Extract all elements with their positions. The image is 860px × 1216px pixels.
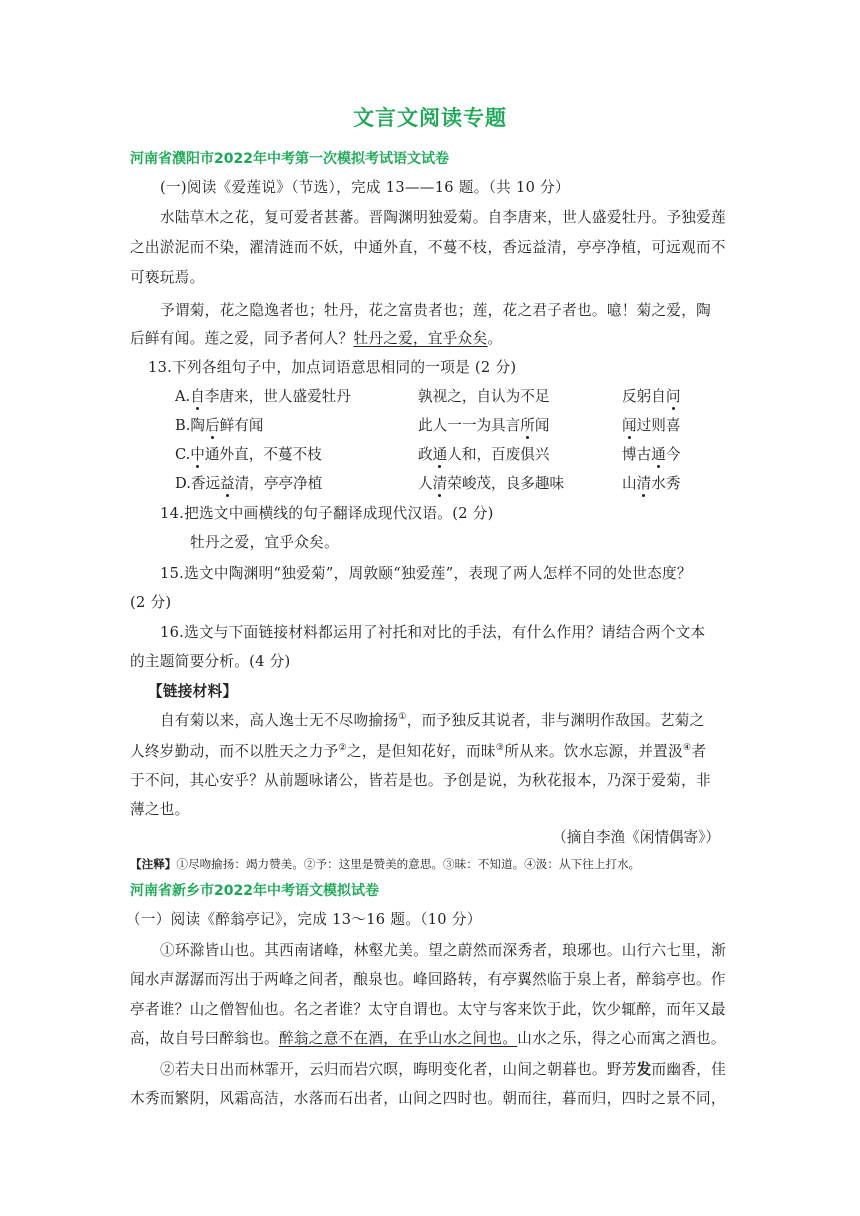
emphasis-char: 中 [190, 446, 205, 463]
question-16-cont: 的主题简要分析。(4 分) [130, 653, 291, 670]
note-text: ①尽吻揄扬：竭力赞美。②予：这里是赞美的意思。③昧：不知道。④汲：从下往上打水。 [176, 857, 641, 871]
option-d-2: 人清荣峻茂，良多趣味 [418, 475, 565, 492]
option-b-3: 闻过则喜 [622, 417, 681, 434]
emphasis-char: 问 [665, 388, 681, 405]
link-text: 自有菊以来，高人逸士无不尽吻揄扬 [160, 712, 399, 729]
link-line-4: 薄之也。 [130, 801, 190, 818]
question-15-score: (2 分) [130, 594, 172, 611]
question-14-sentence: 牡丹之爱，宜乎众矣。 [190, 534, 339, 551]
emphasis-char: 所 [520, 417, 535, 434]
emphasis-char: 清 [432, 475, 448, 492]
passage-text: 高，故自号曰醉翁也。 [130, 1030, 279, 1047]
question-13: 13.下列各组句子中，加点词语意思相同的一项是 (2 分) [148, 359, 517, 376]
question-14: 14.把选文中画横线的句子翻译成现代汉语。(2 分) [160, 505, 494, 522]
emphasis-char: 自 [190, 388, 205, 405]
passage-text: 山水之乐，得之心而寓之酒也。 [517, 1030, 726, 1047]
passage-text: ②若夫日出而林霏开，云归而岩穴暝，晦明变化者，山间之朝暮也。野芳 [160, 1061, 637, 1078]
passage-line: 可亵玩焉。 [130, 269, 205, 286]
option-c-3: 博古通今 [622, 446, 681, 463]
emphasis-char: 清 [636, 475, 652, 492]
passage-line: 水陆草木之花，复可爱者甚蕃。晋陶渊明独爱菊。自李唐来，世人盛爱牡丹。予独爱莲 [160, 209, 726, 226]
footnote-mark: ④ [682, 743, 692, 754]
note-label: 【注释】 [130, 857, 177, 871]
option-a-2: 孰视之，自认为不足 [418, 388, 550, 405]
passage-line [160, 1058, 726, 1079]
question-16: 16.选文与下面链接材料都运用了衬托和对比的手法，有什么作用？请结合两个文本 [160, 624, 706, 641]
link-text: 所从来。饮水忘源，并置汲 [504, 743, 683, 760]
bold-char: 发 [636, 1061, 652, 1078]
passage-line-with-underline [130, 1027, 726, 1048]
annotation-note [130, 856, 640, 872]
passage-intro-2: （一）阅读《醉翁亭记》，完成 13～16 题。（10 分） [126, 911, 482, 928]
passage-line: ①环滁皆山也。其西南诸峰，林壑尤美。望之蔚然而深秀者，琅琊也。山行六七里，渐 [160, 942, 726, 959]
link-line-1 [160, 709, 705, 730]
exam-source-1: 河南省濮阳市2022年中考第一次模拟考试语文试卷 [130, 151, 449, 167]
footnote-mark: ③ [495, 743, 505, 754]
passage-line: 闻水声潺潺而泻出于两峰之间者，酿泉也。峰回路转，有亭翼然临于泉上者，醉翁亭也。作 [130, 971, 726, 988]
link-text: ，而予独反其说者，非与渊明作敌国。艺菊之 [406, 712, 705, 729]
option-b-1: B.陶后鲜有闻 [175, 417, 264, 434]
option-a-3: 反躬自问 [622, 388, 681, 405]
underlined-sentence: 醉翁之意不在酒，在乎山水之间也。 [278, 1030, 518, 1047]
option-d-3: 山清水秀 [622, 475, 681, 492]
passage-intro-1: (一)阅读《爱莲说》（节选），完成 13——16 题。（共 10 分） [160, 179, 570, 196]
option-c-1: C.中通外直，不蔓不枝 [175, 446, 322, 463]
link-text: 者 [691, 743, 707, 760]
passage-line: 之出淤泥而不染，濯清涟而不妖，中通外直，不蔓不枝，香远益清，亭亭净植，可远观而不 [130, 239, 726, 256]
emphasis-char: 后 [204, 417, 220, 434]
passage-text: 而幽香，佳 [651, 1061, 726, 1078]
passage-line: 予谓菊，花之隐逸者也；牡丹，花之富贵者也；莲，花之君子者也。噫！菊之爱，陶 [160, 302, 712, 319]
link-text: 之，是但知花好，而昧 [346, 743, 496, 760]
passage-line: 亭者谁？山之僧智仙也。名之者谁？太守自谓也。太守与客来饮于此，饮少辄醉，而年又最 [130, 1001, 726, 1018]
option-a-1: A.自李唐来，世人盛爱牡丹 [175, 388, 351, 405]
link-material-heading: 【链接材料】 [148, 683, 238, 700]
question-15: 15.选文中陶渊明“独爱菊”，周敦颐“独爱莲”，表现了两人怎样不同的处世态度？ [160, 565, 692, 582]
option-d-1: D.香远益清，亭亭净植 [175, 475, 323, 492]
footnote-mark: ② [338, 743, 347, 754]
footnote-mark: ① [398, 712, 407, 723]
emphasis-char: 通 [432, 446, 448, 463]
page-title: 文言文阅读专题 [353, 106, 507, 130]
link-text: 人终岁勤动，而不以胜天之力予 [130, 743, 339, 760]
emphasis-char: 通 [651, 446, 666, 463]
passage-text: 后鲜有闻。莲之爱，同予者何人？ [130, 330, 354, 347]
option-b-2: 此人一一为具言所闻 [418, 417, 550, 434]
link-line-3: 于不问，其心安乎？从前题咏诸公，皆若是也。予创是说，为秋花报本，乃深于爱菊，非 [130, 772, 711, 789]
link-line-2 [130, 740, 706, 761]
exam-source-2: 河南省新乡市2022年中考语文模拟试卷 [130, 883, 379, 899]
passage-line: 木秀而繁阴，风霜高洁，水落而石出者，山间之四时也。朝而往，暮而归，四时之景不同， [130, 1090, 726, 1107]
passage-line-with-underline [130, 327, 502, 348]
punctuation: 。 [487, 330, 503, 347]
citation: （摘自李渔《闲情偶寄》） [552, 829, 720, 846]
emphasis-char: 益 [220, 475, 235, 492]
option-c-2: 政通人和，百废俱兴 [418, 446, 550, 463]
underlined-sentence: 牡丹之爱，宜乎众矣 [353, 330, 488, 347]
emphasis-char: 闻 [622, 417, 637, 434]
